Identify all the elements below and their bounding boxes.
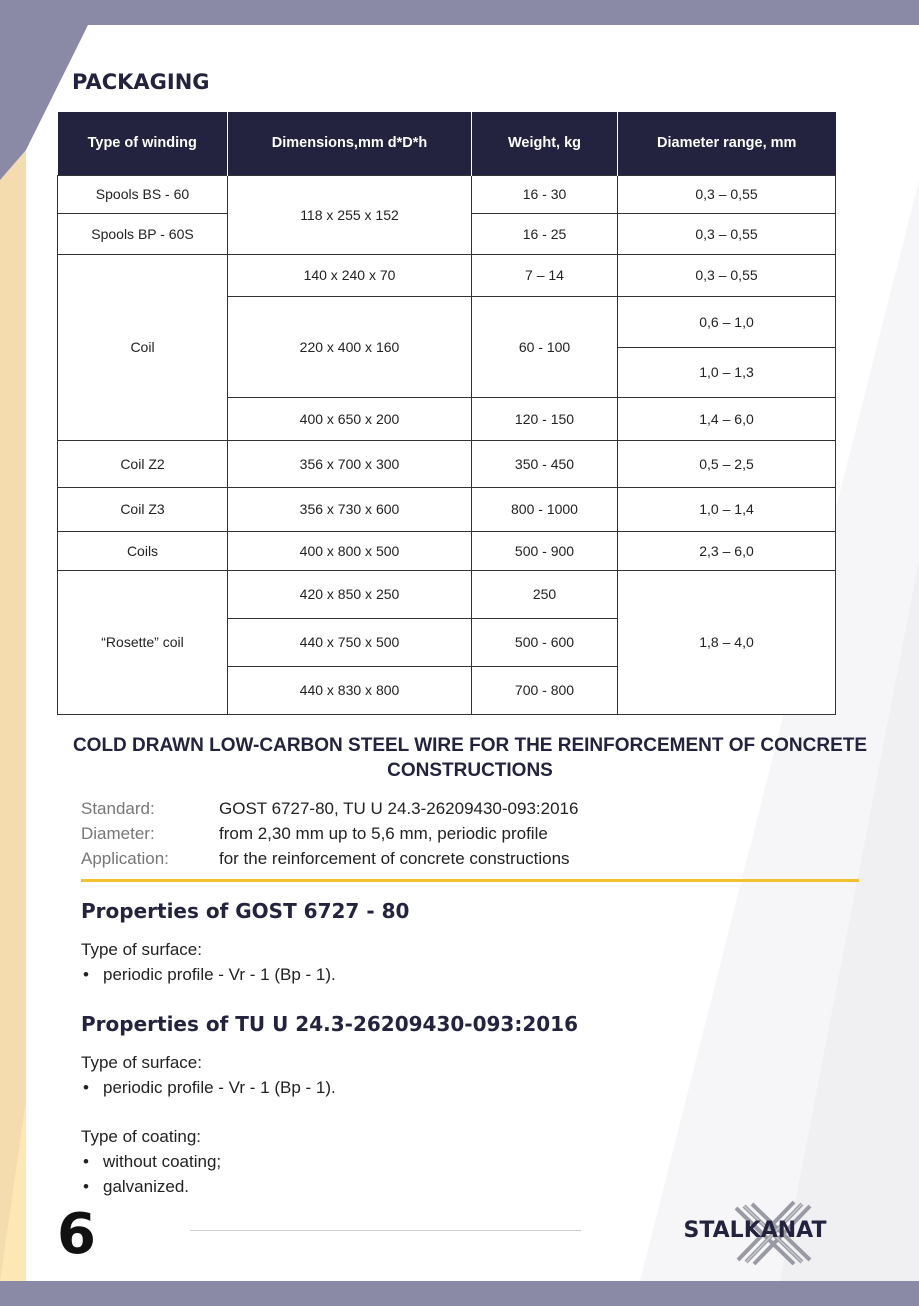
- spec-label: Application:: [81, 849, 169, 868]
- list-item: • galvanized.: [81, 1174, 221, 1199]
- cell-type: Coil Z2: [58, 440, 228, 487]
- list-item: • periodic profile - Vr - 1 (Bp - 1).: [81, 1075, 336, 1100]
- cell-dimensions: 400 x 650 x 200: [228, 397, 472, 440]
- cell-weight: 16 - 25: [472, 213, 618, 254]
- cell-diameter: 1,8 – 4,0: [618, 570, 836, 714]
- table-row: [58, 254, 836, 296]
- table-row: [58, 570, 836, 618]
- cell-dimensions: 140 x 240 x 70: [228, 254, 472, 296]
- footer-divider: [190, 1230, 581, 1231]
- left-beige-shade: [0, 25, 26, 1281]
- cell-weight: 250: [472, 570, 618, 618]
- cell-weight: 120 - 150: [472, 397, 618, 440]
- cell-type: “Rosette” coil: [58, 570, 228, 714]
- cell-weight: 700 - 800: [472, 666, 618, 714]
- cell-diameter: 1,4 – 6,0: [618, 397, 836, 440]
- tu-properties-title: Properties of TU U 24.3-26209430-093:2016: [81, 1012, 578, 1036]
- cell-weight: 800 - 1000: [472, 487, 618, 531]
- cell-weight: 7 – 14: [472, 254, 618, 296]
- cell-dimensions: 440 x 750 x 500: [228, 618, 472, 666]
- cell-type: Coil Z3: [58, 487, 228, 531]
- bottom-band: [0, 1281, 919, 1306]
- cell-weight: 60 - 100: [472, 296, 618, 397]
- page-number: 6: [57, 1202, 96, 1267]
- cell-dimensions: 440 x 830 x 800: [228, 666, 472, 714]
- list-item: • without coating;: [81, 1149, 221, 1174]
- surface-label: Type of surface:: [81, 940, 202, 959]
- cell-diameter: 1,0 – 1,3: [618, 347, 836, 397]
- cell-weight: 16 - 30: [472, 175, 618, 213]
- surface-label: Type of surface:: [81, 1053, 202, 1072]
- gost-properties-title: Properties of GOST 6727 - 80: [81, 899, 410, 923]
- spec-value: GOST 6727-80, TU U 24.3-26209430-093:2016: [219, 799, 579, 818]
- cell-type: Coil: [58, 254, 228, 440]
- list-item: • periodic profile - Vr - 1 (Bp - 1).: [81, 962, 336, 987]
- table-row: [58, 487, 836, 531]
- tu-coating-block: [81, 1124, 221, 1199]
- product-title: COLD DRAWN LOW-CARBON STEEL WIRE FOR THE REINFORCEMENT OF CONCRETE CONSTRUCTIONS: [72, 735, 868, 781]
- header-type: Type of winding: [58, 112, 228, 175]
- cell-dimensions: 220 x 400 x 160: [228, 296, 472, 397]
- cell-diameter: 0,3 – 0,55: [618, 254, 836, 296]
- top-band: [0, 0, 919, 25]
- spec-row: [81, 846, 578, 871]
- header-dimensions: Dimensions,mm d*D*h: [228, 112, 472, 175]
- table-row: [58, 531, 836, 570]
- cell-weight: 500 - 600: [472, 618, 618, 666]
- spec-label: Diameter:: [81, 824, 155, 843]
- cell-dimensions: 400 x 800 x 500: [228, 531, 472, 570]
- spec-row: [81, 796, 578, 821]
- packaging-title: PACKAGING: [72, 70, 210, 94]
- cell-type: Spools BP - 60S: [58, 213, 228, 254]
- table-row: [58, 175, 836, 213]
- cell-diameter: 0,6 – 1,0: [618, 296, 836, 347]
- cell-type: Coils: [58, 531, 228, 570]
- cell-dimensions: 356 x 700 x 300: [228, 440, 472, 487]
- cell-diameter: 0,3 – 0,55: [618, 175, 836, 213]
- header-diameter: Diameter range, mm: [618, 112, 836, 175]
- spec-label: Standard:: [81, 799, 155, 818]
- cell-dimensions: 420 x 850 x 250: [228, 570, 472, 618]
- table-row: [58, 440, 836, 487]
- tu-surface-block: [81, 1050, 336, 1100]
- packaging-table: [57, 112, 836, 715]
- cell-diameter: 2,3 – 6,0: [618, 531, 836, 570]
- coating-label: Type of coating:: [81, 1127, 202, 1146]
- coating-list: [81, 1149, 221, 1199]
- gost-surface-block: [81, 937, 336, 987]
- cell-diameter: 0,5 – 2,5: [618, 440, 836, 487]
- spec-value: from 2,30 mm up to 5,6 mm, periodic profile: [219, 824, 548, 843]
- cell-diameter: 0,3 – 0,55: [618, 213, 836, 254]
- cell-dimensions: 356 x 730 x 600: [228, 487, 472, 531]
- header-weight: Weight, kg: [472, 112, 618, 175]
- surface-list: [81, 962, 336, 987]
- stalkanat-logo: [672, 1200, 837, 1265]
- spec-value: for the reinforcement of concrete constructions: [219, 849, 570, 868]
- spec-list: [81, 796, 578, 871]
- table-header-row: [58, 112, 836, 175]
- cell-weight: 350 - 450: [472, 440, 618, 487]
- cell-weight: 500 - 900: [472, 531, 618, 570]
- cell-type: Spools BS - 60: [58, 175, 228, 213]
- logo-wordmark: STALKANAT: [683, 1218, 827, 1243]
- yellow-divider: [81, 879, 859, 882]
- cell-diameter: 1,0 – 1,4: [618, 487, 836, 531]
- spec-row: [81, 821, 578, 846]
- cell-dimensions: 118 x 255 x 152: [228, 175, 472, 254]
- surface-list: [81, 1075, 336, 1100]
